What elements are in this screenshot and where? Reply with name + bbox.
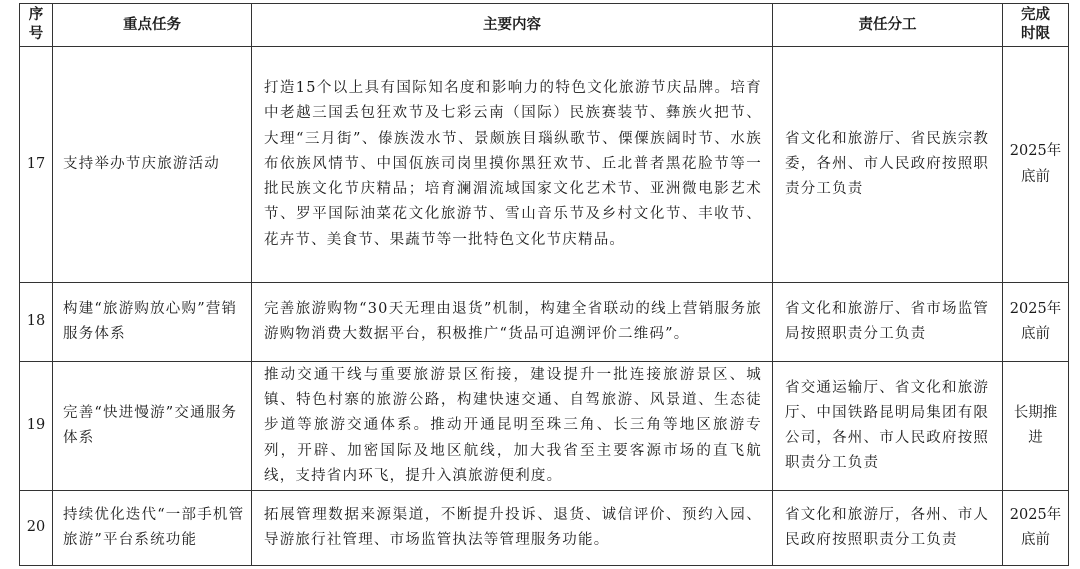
row-responsibility: 省文化和旅游厅，各州、市人民政府按照职责分工负责 <box>773 491 1003 566</box>
row-deadline: 2025年底前 <box>1003 283 1069 362</box>
table-row <box>20 283 1069 362</box>
header-number: 序号 <box>20 4 53 47</box>
row-task: 持续优化迭代“一部手机管旅游”平台系统功能 <box>53 491 252 566</box>
row-content: 推动交通干线与重要旅游景区衔接，建设提升一批连接旅游景区、城镇、特色村寨的旅游公路，构建快速交通、自驾旅游、风景道、生态徒步道等旅游交通体系。推动开通昆明至珠三角、长三角等地区旅游专列，开辟、加密国际及地区航线，加大我省至主要客源市场的直飞航线，支持省内环飞，提升入滇旅游便利度。 <box>252 362 773 491</box>
row-number: 20 <box>20 491 53 566</box>
table-row <box>20 362 1069 491</box>
table-row <box>20 47 1069 283</box>
row-responsibility: 省交通运输厅、省文化和旅游厅、中国铁路昆明局集团有限公司，各州、市人民政府按照职责分工负责 <box>773 362 1003 491</box>
row-task: 支持举办节庆旅游活动 <box>53 47 252 283</box>
header-deadline: 完成时限 <box>1003 4 1069 47</box>
row-number: 19 <box>20 362 53 491</box>
row-task: 构建“旅游购放心购”营销服务体系 <box>53 283 252 362</box>
row-responsibility: 省文化和旅游厅、省市场监管局按照职责分工负责 <box>773 283 1003 362</box>
row-task: 完善“快进慢游”交通服务体系 <box>53 362 252 491</box>
table-row <box>20 491 1069 566</box>
row-responsibility: 省文化和旅游厅、省民族宗教委，各州、市人民政府按照职责分工负责 <box>773 47 1003 283</box>
row-number: 17 <box>20 47 53 283</box>
row-content: 拓展管理数据来源渠道，不断提升投诉、退货、诚信评价、预约入园、导游旅行社管理、市场监管执法等管理服务功能。 <box>252 491 773 566</box>
header-row <box>20 4 1069 47</box>
row-deadline: 长期推进 <box>1003 362 1069 491</box>
header-task: 重点任务 <box>53 4 252 47</box>
row-content: 打造15个以上具有国际知名度和影响力的特色文化旅游节庆品牌。培育中老越三国丢包狂欢节及七彩云南（国际）民族赛装节、彝族火把节、大理“三月街”、傣族泼水节、景颇族目瑙纵歌节、傈僳族阔时节、水族布依族风情节、中国佤族司岗里摸你黑狂欢节、丘北普者黑花脸节等一批民族文化节庆精品；培育澜湄流域国家文化艺术节、亚洲微电影艺术节、罗平国际油菜花文化旅游节、雪山音乐节及乡村文化节、丰收节、花卉节、美食节、果蔬节等一批特色文化节庆精品。 <box>252 47 773 283</box>
row-content: 完善旅游购物“30天无理由退货”机制，构建全省联动的线上营销服务旅游购物消费大数据平台，积极推广“货品可追溯评价二维码”。 <box>252 283 773 362</box>
header-content: 主要内容 <box>252 4 773 47</box>
tasks-table <box>19 3 1069 566</box>
row-deadline: 2025年底前 <box>1003 47 1069 283</box>
header-responsibility: 责任分工 <box>773 4 1003 47</box>
row-deadline: 2025年底前 <box>1003 491 1069 566</box>
row-number: 18 <box>20 283 53 362</box>
